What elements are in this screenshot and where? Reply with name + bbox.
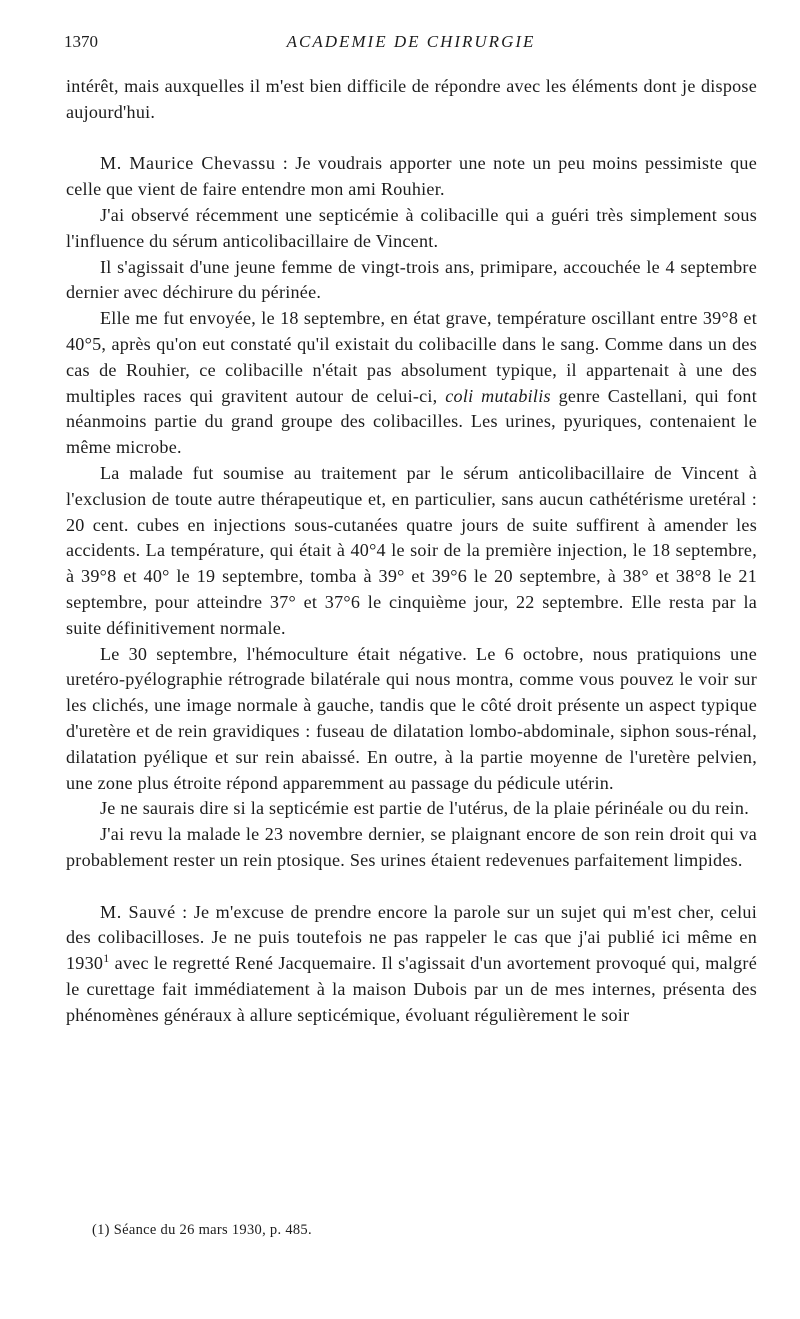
paragraph: Il s'agissait d'une jeune femme de vingt-trois ans, primipare, accouchée le 4 septembre dernier avec déchirure du périnée.	[66, 256, 757, 303]
page-header	[64, 31, 758, 53]
paragraph: Le 30 septembre, l'hémoculture était négative. Le 6 octobre, nous pratiquions une uretéro-pyélographie rétrograde bilatérale qui nous montra, comme vous pouvez le voir sur les clichés, une image normale à gauche, tandis que le côté droit présente un aspect typique d'uretère et de rein gravidiques : fuseau de dilatation lombo-abdominale, siphon sous-rénal, dilatation pyélique et sur rein abaissé. En outre, à la partie moyenne de l'uretère pelvien, une zone plus étroite répond apparemment au passage du pédicule utérin.	[66, 643, 757, 793]
paragraph-text: genre Castellani, qui font néanmoins partie du grand groupe des colibacilles. Les urines, pyuriques, contenaient le même microbe.	[66, 385, 757, 458]
speaker-name: M. Sauvé	[100, 901, 176, 922]
italic-term: coli mutabilis	[445, 385, 551, 406]
paragraph: J'ai revu la malade le 23 novembre dernier, se plaignant encore de son rein droit qui va probablement rester un rein ptosique. Ses urines étaient redevenues parfaitement limpides.	[66, 824, 757, 870]
footnote-marker: 1	[103, 951, 110, 966]
paragraph-chevassu-intro	[66, 151, 757, 203]
paragraph-text: : Je m'excuse de prendre encore la parole sur un sujet qui m'est cher, celui des colibacilloses. Je ne puis toutefois ne pas rappeler le cas que j'ai publié ici même en 1930	[66, 901, 757, 974]
paragraph: La malade fut soumise au traitement par le sérum anticolibacillaire de Vincent à l'exclusion de toute autre thérapeutique et, en particulier, sans aucun cathétérisme uretéral : 20 cent. cubes en injections sous-cutanées quatre jours de suite suffirent à amender les accidents. La température, qui était à 40°4 le soir de la première injection, le 18 septembre, à 39°8 et 40° le 19 septembre, tomba à 39° et 39°6 le 20 septembre, à 38° et 38°8 le 21 septembre, pour atteindre 37° et 37°6 le cinquième jour, 22 septembre. Elle resta par la suite définitivement normale.	[66, 462, 757, 638]
paragraph-text: : Je voudrais apporter une note un peu moins pessimiste que celle que vient de faire entendre mon ami Rouhier.	[66, 153, 757, 200]
page-number: 1370	[64, 32, 98, 51]
footnote: (1) Séance du 26 mars 1930, p. 485.	[92, 1222, 312, 1238]
paragraph-sauve	[66, 900, 757, 1029]
body-text	[66, 74, 757, 1028]
paragraph: J'ai observé récemment une septicémie à colibacille qui a guéri très simplement sous l'influence du sérum anticolibacillaire de Vincent.	[66, 204, 757, 251]
running-title: ACADEMIE DE CHIRURGIE	[286, 32, 536, 51]
speaker-name: M. Maurice Chevassu	[100, 153, 276, 174]
paragraph-case-description	[66, 306, 757, 461]
paragraph: Je ne saurais dire si la septicémie est partie de l'utérus, de la plaie périnéale ou du rein.	[100, 798, 749, 819]
paragraph-text: avec le regretté René Jacquemaire. Il s'agissait d'un avortement provoqué qui, malgré le curettage fait immédiatement à la maison Dubois par un de mes internes, présenta des phénomènes généraux à allure septicémique, évoluant régulièrement le soir	[66, 953, 757, 1025]
paragraph-continuation: intérêt, mais auxquelles il m'est bien difficile de répondre avec les éléments dont je dispose aujourd'hui.	[66, 76, 757, 122]
paragraph-text: Elle me fut envoyée, le 18 septembre, en état grave, température oscillant entre 39°8 et 40°5, après qu'on eut constaté qu'il existait du colibacille dans le sang. Comme dans un des cas de Rouhier, ce colibacille n'était pas absolument typique, il appartenait à une des multiples races qui gravitent autour de celui-ci,	[66, 308, 757, 406]
